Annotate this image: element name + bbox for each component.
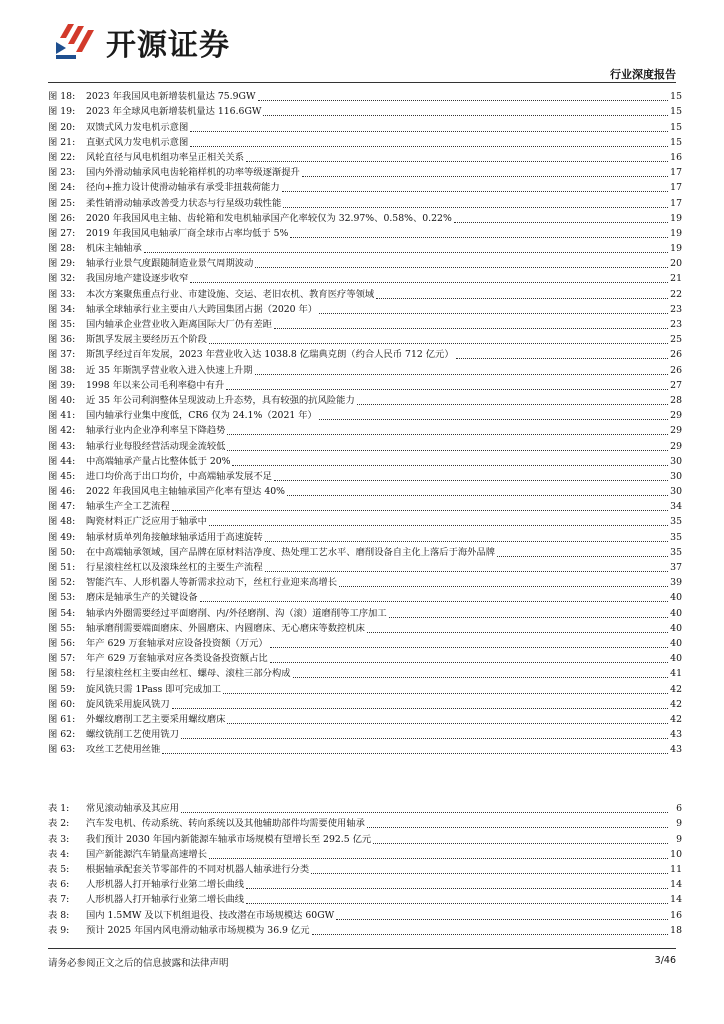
entry-title: 外螺纹磨削工艺主要采用螺纹磨床 [86, 713, 226, 725]
figure-entry[interactable] [48, 469, 682, 484]
entry-title: 双馈式风力发电机示意图 [86, 121, 189, 133]
table-entry[interactable] [48, 907, 682, 922]
figure-entry[interactable] [48, 378, 682, 393]
dot-leader [190, 146, 668, 147]
logo-mark-icon [52, 22, 98, 62]
entry-title: 中高端轴承产量占比整体低于 20% [86, 455, 231, 467]
entry-label: 表 6: [48, 879, 70, 891]
entry-label: 图 23: [48, 167, 76, 179]
entry-label: 图 40: [48, 394, 76, 406]
entry-label: 图 59: [48, 683, 76, 695]
entry-page: 14 [670, 894, 682, 906]
entry-title: 轴承行业每股经营活动现金流较低 [86, 440, 226, 452]
entry-page: 29 [670, 440, 682, 452]
figure-entry[interactable] [48, 393, 682, 408]
entry-page: 30 [670, 455, 682, 467]
figure-entry[interactable] [48, 438, 682, 453]
entry-page: 39 [670, 577, 682, 589]
entry-page: 15 [670, 121, 682, 133]
entry-title: 近 35 年公司利润整体呈现波动上升态势，具有较强的抗风险能力 [86, 394, 355, 406]
dot-leader [319, 419, 668, 420]
entry-label: 图 55: [48, 622, 76, 634]
entry-label: 图 61: [48, 713, 76, 725]
entry-page: 28 [670, 394, 682, 406]
entry-label: 表 8: [48, 909, 70, 921]
entry-label: 图 19: [48, 106, 76, 118]
entry-label: 表 1: [48, 803, 70, 815]
entry-label: 表 4: [48, 848, 70, 860]
entry-label: 图 34: [48, 303, 76, 315]
entry-title: 在中高端轴承领域，国产品牌在原材料洁净度、热处理工艺水平、磨削设备自主化上落后于海外品牌 [86, 546, 496, 558]
entry-label: 图 45: [48, 470, 76, 482]
entry-title: 我们预计 2030 年国内新能源车轴承市场规模有望增长至 292.5 亿元 [86, 833, 372, 845]
entry-label: 图 57: [48, 653, 76, 665]
entry-title: 行星滚柱丝杠以及滚珠丝杠的主要生产流程 [86, 562, 263, 573]
entry-page: 29 [670, 425, 682, 437]
figure-entry[interactable] [48, 697, 682, 712]
figure-entry[interactable] [48, 484, 682, 499]
entry-label: 图 63: [48, 744, 76, 756]
dot-leader [373, 843, 668, 844]
entry-page: 9 [676, 818, 682, 830]
entry-label: 图 53: [48, 592, 76, 604]
figure-entry[interactable] [48, 651, 682, 666]
entry-page: 42 [670, 713, 682, 725]
entry-page: 19 [670, 227, 682, 239]
figure-entry[interactable] [48, 165, 682, 180]
dot-leader [162, 753, 668, 754]
entry-page: 26 [670, 364, 682, 376]
dot-leader [293, 677, 668, 678]
figure-entry[interactable] [48, 195, 682, 210]
figure-entry[interactable] [48, 362, 682, 377]
dot-leader [357, 404, 668, 405]
entry-title: 轴承全球轴承行业主要由八大跨国集团占据（2020 年） [86, 303, 318, 315]
entry-page: 40 [670, 592, 682, 604]
entry-label: 图 62: [48, 729, 76, 741]
figure-entry[interactable] [48, 347, 682, 362]
dot-leader [209, 343, 668, 344]
dot-leader [283, 207, 668, 208]
dot-leader [367, 632, 668, 633]
dot-leader [209, 525, 668, 526]
figure-entry[interactable] [48, 499, 682, 514]
entry-label: 图 49: [48, 531, 76, 543]
dot-leader [389, 617, 668, 618]
entry-label: 图 24: [48, 182, 76, 194]
entry-label: 图 42: [48, 425, 76, 437]
entry-page: 19 [670, 212, 682, 224]
entry-page: 20 [670, 258, 682, 270]
entry-title: 2019 年我国风电轴承厂商全球市占率均低于 5% [86, 227, 289, 239]
figure-entry[interactable] [48, 681, 682, 696]
table-entry[interactable] [48, 923, 682, 938]
report-type: 行业深度报告 [610, 68, 676, 81]
entry-title: 年产 629 万套轴承对应各类设备投资额占比 [86, 653, 268, 665]
entry-title: 人形机器人打开轴承行业第二增长曲线 [86, 894, 245, 906]
dot-leader [312, 934, 668, 935]
entry-title: 近 35 年斯凯孚营业收入进入快速上升期 [86, 364, 253, 376]
entry-label: 图 54: [48, 607, 76, 619]
dot-leader [265, 571, 668, 572]
dot-leader [223, 693, 668, 694]
entry-title: 本次方案聚焦重点行业、市建设施、交运、老旧农机、教育医疗等领域 [86, 288, 375, 300]
entry-page: 21 [670, 273, 682, 285]
entry-page: 17 [670, 182, 682, 194]
figure-entry[interactable] [48, 712, 682, 727]
dot-leader [200, 601, 668, 602]
figure-entry[interactable] [48, 302, 682, 317]
entry-page: 10 [670, 848, 682, 860]
dot-leader [226, 389, 668, 390]
entry-page: 6 [676, 803, 682, 815]
entry-title: 2023 年全球风电新增装机量达 116.6GW [86, 106, 262, 118]
figure-entry[interactable] [48, 104, 682, 119]
dot-leader [227, 434, 668, 435]
dot-leader [227, 450, 668, 451]
entry-page: 43 [670, 729, 682, 741]
table-entry[interactable] [48, 862, 682, 877]
figure-entry[interactable] [48, 286, 682, 301]
figure-entry[interactable] [48, 226, 682, 241]
dot-leader [144, 252, 668, 253]
dot-leader [246, 161, 668, 162]
entry-label: 图 21: [48, 136, 76, 148]
dot-leader [255, 374, 669, 375]
entry-title: 我国房地产建设逐步收窄 [86, 273, 189, 285]
dot-leader [246, 903, 668, 904]
dot-leader [270, 662, 668, 663]
entry-page: 16 [670, 151, 682, 163]
entry-title: 轴承内外圈需要经过平面磨削、内/外径磨削、沟（滚）道磨削等工序加工 [86, 607, 387, 619]
entry-label: 图 29: [48, 258, 76, 270]
entry-page: 11 [670, 863, 682, 875]
entry-page: 17 [670, 167, 682, 179]
entry-page: 15 [670, 136, 682, 148]
entry-page: 15 [670, 91, 682, 103]
entry-title: 国内外滑动轴承风电齿轮箱样机的功率等级逐渐提升 [86, 167, 300, 179]
entry-page: 34 [670, 501, 682, 513]
dot-leader [456, 358, 668, 359]
entry-title: 年产 629 万套轴承对应设备投资额（万元） [86, 637, 268, 649]
dot-leader [255, 267, 668, 268]
entry-label: 图 43: [48, 440, 76, 452]
entry-label: 表 9: [48, 924, 70, 936]
entry-label: 图 18: [48, 91, 76, 103]
table-entry[interactable] [48, 877, 682, 892]
entry-page: 40 [670, 637, 682, 649]
entry-title: 磨床是轴承生产的关键设备 [86, 592, 198, 604]
entry-label: 图 52: [48, 577, 76, 589]
dot-leader [339, 586, 668, 587]
dot-leader [270, 647, 668, 648]
table-entry[interactable] [48, 816, 682, 831]
entry-label: 图 22: [48, 151, 76, 163]
figure-entry[interactable] [48, 666, 682, 681]
figure-entry[interactable] [48, 332, 682, 347]
entry-page: 14 [670, 879, 682, 891]
figure-entry[interactable] [48, 454, 682, 469]
dot-leader [227, 723, 668, 724]
dot-leader [263, 115, 668, 116]
entry-label: 图 46: [48, 486, 76, 498]
entry-title: 人形机器人打开轴承行业第二增长曲线 [86, 879, 245, 891]
entry-title: 国内轴承行业集中度低，CR6 仅为 24.1%（2021 年） [86, 410, 317, 422]
entry-title: 1998 年以来公司毛利率稳中有升 [86, 379, 225, 391]
dot-leader [181, 812, 668, 813]
dot-leader [290, 237, 668, 238]
figure-entry[interactable] [48, 317, 682, 332]
dot-leader [367, 827, 668, 828]
entry-page: 43 [670, 744, 682, 756]
entry-label: 图 37: [48, 349, 76, 361]
entry-page: 29 [670, 410, 682, 422]
entry-label: 表 3: [48, 833, 70, 845]
entry-title: 风轮直径与风电机组功率呈正相关关系 [86, 151, 245, 163]
entry-label: 图 28: [48, 243, 76, 255]
entry-label: 图 38: [48, 364, 76, 376]
figure-entry[interactable] [48, 89, 682, 104]
entry-title: 国内轴承企业营业收入距离国际大厂仍有差距 [86, 319, 272, 330]
dot-leader [274, 480, 668, 481]
figure-entry[interactable] [48, 636, 682, 651]
entry-title: 轴承生产全工艺流程 [86, 501, 170, 513]
entry-page: 9 [676, 833, 682, 845]
dot-leader [454, 222, 668, 223]
entry-label: 图 25: [48, 197, 76, 209]
entry-title: 斯凯孚经过百年发展，2023 年营业收入达 1038.8 亿瑞典克朗（约合人民币 712 亿元） [86, 349, 454, 361]
entry-page: 42 [670, 698, 682, 710]
dot-leader [282, 191, 668, 192]
dot-leader [274, 328, 668, 329]
entry-page: 42 [670, 683, 682, 695]
entry-label: 图 26: [48, 212, 76, 224]
entry-title: 轴承磨削需要端面磨床、外圆磨床、内圆磨床、无心磨床等数控机床 [86, 622, 365, 634]
figure-entry[interactable] [48, 590, 682, 605]
entry-page: 30 [670, 486, 682, 498]
dot-leader [376, 298, 668, 299]
figure-entry[interactable] [48, 621, 682, 636]
entry-title: 轴承行业内企业净利率呈下降趋势 [86, 425, 226, 437]
entry-label: 图 47: [48, 501, 76, 513]
figure-entry[interactable] [48, 180, 682, 195]
entry-title: 机床主轴轴承 [86, 243, 142, 255]
entry-label: 图 60: [48, 698, 76, 710]
entry-title: 智能汽车、人形机器人等新需求拉动下，丝杠行业迎来高增长 [86, 577, 338, 589]
dot-leader [287, 495, 668, 496]
entry-title: 行星滚柱丝杠主要由丝杠、螺母、滚柱三部分构成 [86, 668, 291, 680]
dot-leader [302, 176, 668, 177]
entry-label: 图 20: [48, 121, 76, 133]
header-divider [48, 82, 676, 83]
entry-page: 18 [670, 924, 682, 936]
figure-entry[interactable] [48, 408, 682, 423]
figure-entry[interactable] [48, 119, 682, 134]
entry-label: 图 44: [48, 455, 76, 467]
figure-entry[interactable] [48, 514, 682, 529]
table-entry[interactable] [48, 831, 682, 846]
dot-leader [190, 131, 668, 132]
dot-leader [497, 556, 668, 557]
entry-title: 攻丝工艺使用丝锥 [86, 744, 161, 756]
footer-disclaimer: 请务必参阅正文之后的信息披露和法律声明 [48, 958, 229, 969]
entry-title: 根据轴承配套关节零部件的不同对机器人轴承进行分类 [86, 863, 310, 875]
entry-page: 22 [670, 288, 682, 300]
entry-page: 41 [670, 668, 682, 680]
figure-entry[interactable] [48, 241, 682, 256]
entry-page: 35 [670, 546, 682, 558]
entry-page: 23 [670, 303, 682, 315]
dot-leader [311, 873, 668, 874]
brand-name: 开源证券 [106, 28, 230, 63]
figure-entry[interactable] [48, 256, 682, 271]
figure-entry[interactable] [48, 529, 682, 544]
figure-entry[interactable] [48, 545, 682, 560]
entry-label: 表 2: [48, 818, 70, 830]
dot-leader [258, 100, 668, 101]
dot-leader [232, 465, 668, 466]
table-entry[interactable] [48, 892, 682, 907]
entry-page: 35 [670, 531, 682, 543]
entry-label: 图 39: [48, 379, 76, 391]
entry-title: 2023 年我国风电新增装机量达 75.9GW [86, 91, 256, 103]
entry-title: 预计 2025 年国内风电滑动轴承市场规模为 36.9 亿元 [86, 924, 310, 936]
entry-page: 17 [670, 197, 682, 209]
page-header [0, 0, 724, 86]
entry-page: 27 [670, 379, 682, 391]
footer-divider [48, 948, 676, 949]
entry-title: 旋风铣采用旋风铣刀 [86, 698, 170, 710]
entry-label: 图 58: [48, 668, 76, 680]
entry-label: 图 36: [48, 334, 76, 346]
dot-leader [172, 708, 668, 709]
entry-page: 26 [670, 349, 682, 361]
dot-leader [265, 541, 668, 542]
entry-title: 轴承行业景气度跟随制造业景气周期波动 [86, 258, 254, 270]
entry-title: 进口均价高于出口均价，中高端轴承发展不足 [86, 470, 272, 482]
figure-entry[interactable] [48, 575, 682, 590]
entry-page: 15 [670, 106, 682, 118]
entry-title: 国内 1.5MW 及以下机组退役、技改潜在市场规模达 60GW [86, 909, 335, 921]
entry-title: 斯凯孚发展主要经历五个阶段 [86, 334, 207, 346]
entry-title: 常见滚动轴承及其应用 [86, 803, 179, 815]
figure-entry[interactable] [48, 423, 682, 438]
entry-title: 国产新能源汽车销量高速增长 [86, 848, 207, 860]
entry-label: 图 50: [48, 546, 76, 558]
entry-page: 25 [670, 334, 682, 346]
page-number: 3/46 [654, 955, 676, 966]
dot-leader [319, 313, 668, 314]
entry-title: 直驱式风力发电机示意图 [86, 136, 189, 148]
figure-entry[interactable] [48, 727, 682, 742]
dot-leader [209, 858, 668, 859]
entry-title: 螺纹铣削工艺使用铣刀 [86, 729, 179, 741]
entry-page: 35 [670, 516, 682, 528]
entry-page: 40 [670, 622, 682, 634]
table-entry[interactable] [48, 847, 682, 862]
entry-title: 柔性销滑动轴承改善受力状态与行星级功载性能 [86, 197, 282, 209]
entry-page: 23 [670, 319, 682, 330]
entry-title: 2020 年我国风电主轴、齿轮箱和发电机轴承国产化率较仅为 32.97%、0.58%、0.22% [86, 212, 452, 224]
dot-leader [172, 510, 668, 511]
figure-entry[interactable] [48, 271, 682, 286]
table-entry[interactable] [48, 801, 682, 816]
entry-title: 旋风铣只需 1Pass 即可完成加工 [86, 683, 222, 695]
figure-entry[interactable] [48, 560, 682, 575]
dot-leader [181, 738, 668, 739]
entry-title: 2022 年我国风电主轴轴承国产化率有望达 40% [86, 486, 285, 498]
figure-entry[interactable] [48, 742, 682, 757]
entry-page: 16 [670, 909, 682, 921]
figure-entry[interactable] [48, 605, 682, 620]
entry-label: 图 32: [48, 273, 76, 285]
entry-page: 30 [670, 470, 682, 482]
entry-label: 表 7: [48, 894, 70, 906]
brand-logo [52, 20, 230, 64]
entry-title: 径向+推力设计使滑动轴承有承受非扭载荷能力 [86, 182, 280, 194]
figure-entry[interactable] [48, 211, 682, 226]
entry-label: 图 41: [48, 410, 76, 422]
entry-label: 图 51: [48, 562, 76, 573]
dot-leader [336, 919, 668, 920]
table-index [48, 801, 682, 938]
entry-title: 轴承材质单列角接触球轴承适用于高速旋转 [86, 531, 263, 543]
entry-label: 图 35: [48, 319, 76, 330]
dot-leader [190, 282, 668, 283]
entry-page: 19 [670, 243, 682, 255]
entry-page: 40 [670, 607, 682, 619]
dot-leader [246, 888, 668, 889]
figure-entry[interactable] [48, 150, 682, 165]
entry-label: 图 48: [48, 516, 76, 528]
entry-label: 图 56: [48, 637, 76, 649]
entry-label: 图 27: [48, 227, 76, 239]
entry-page: 37 [670, 562, 682, 573]
entry-title: 陶瓷材料正广泛应用于轴承中 [86, 516, 207, 528]
entry-label: 表 5: [48, 863, 70, 875]
entry-title: 汽车发电机、传动系统、转向系统以及其他辅助部件均需要使用轴承 [86, 818, 365, 830]
figure-index [48, 89, 682, 757]
figure-entry[interactable] [48, 135, 682, 150]
entry-label: 图 33: [48, 288, 76, 300]
entry-page: 40 [670, 653, 682, 665]
